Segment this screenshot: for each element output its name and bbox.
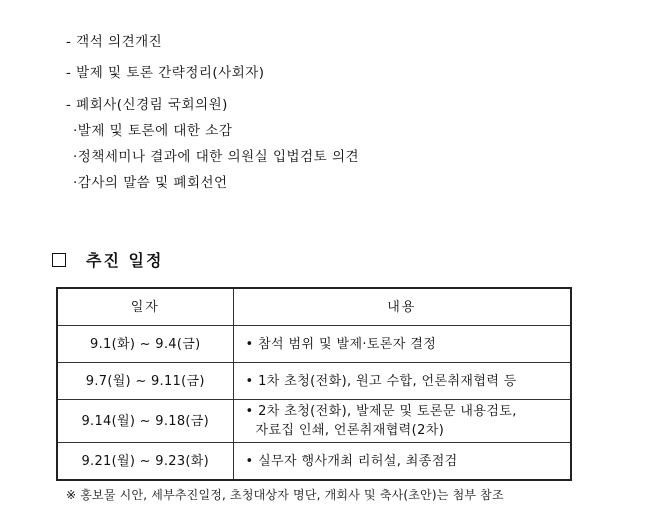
schedule-date: 9.1(화) ~ 9.4(금) [57, 326, 233, 363]
table-row [57, 363, 571, 400]
agenda-subitem: ·발제 및 토론에 대한 소감 [73, 123, 233, 139]
section-title: 추진 일정 [86, 251, 164, 270]
agenda-subitem: ·감사의 말씀 및 폐회선언 [73, 175, 228, 191]
agenda-item: - 객석 의견개진 [66, 34, 163, 50]
schedule-date: 9.7(월) ~ 9.11(금) [57, 363, 233, 400]
column-header-date: 일자 [57, 288, 233, 326]
section-heading [52, 248, 163, 271]
table-row [57, 400, 571, 443]
schedule-content: • 1차 초청(전화), 원고 수합, 언론취재협력 등 [233, 363, 571, 400]
table-row [57, 443, 571, 481]
agenda-item: - 발제 및 토론 간략정리(사회자) [66, 65, 265, 81]
schedule-date: 9.14(월) ~ 9.18(금) [57, 400, 233, 443]
schedule-date: 9.21(월) ~ 9.23(화) [57, 443, 233, 481]
schedule-content: • 실무자 행사개최 리허설, 최종점검 [233, 443, 571, 481]
column-header-content: 내용 [233, 288, 571, 326]
schedule-content: • 2차 초청(전화), 발제문 및 토론문 내용검토, 자료집 인쇄, 언론취재협력(2차) [233, 400, 571, 443]
schedule-content: • 참석 범위 및 발제·토론자 결정 [233, 326, 571, 363]
agenda-subitem: ·정책세미나 결과에 대한 의원실 입법검토 의견 [73, 149, 360, 165]
checkbox-square-icon [52, 253, 66, 267]
footnote: ※ 홍보물 시안, 세부추진일정, 초청대상자 명단, 개회사 및 축사(초안)는 첨부 참조 [66, 488, 504, 502]
schedule-table [56, 287, 572, 481]
table-header-row [57, 288, 571, 326]
agenda-item: - 폐회사(신경림 국회의원) [66, 97, 228, 113]
table-row [57, 326, 571, 363]
